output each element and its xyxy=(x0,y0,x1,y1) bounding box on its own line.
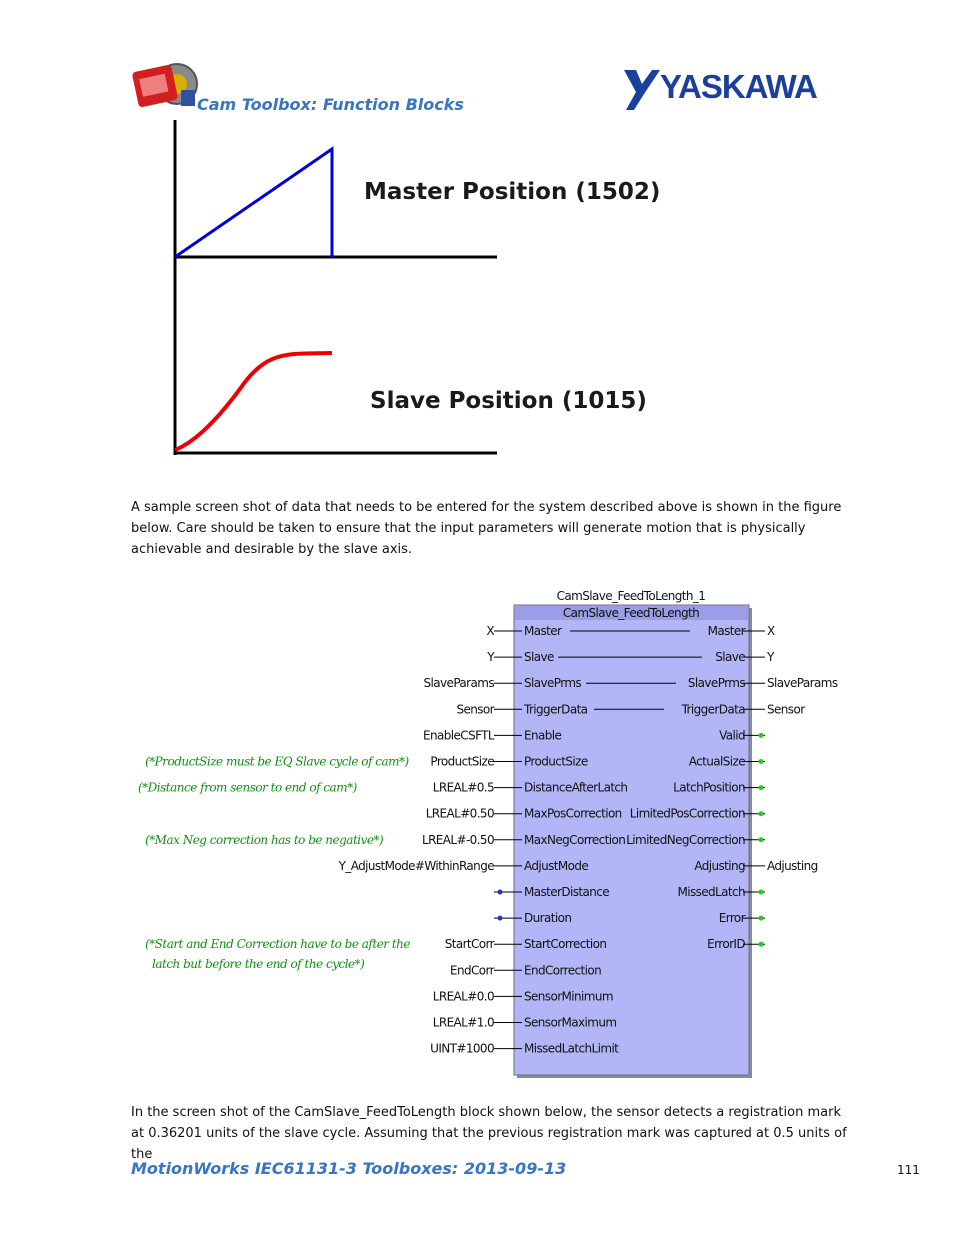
input-pin-slaveprms: SlavePrms xyxy=(524,676,582,691)
output-unconnected-dot xyxy=(759,942,764,947)
fb-comment: (*Distance from sensor to end of cam*) xyxy=(138,780,357,795)
header-title: Cam Toolbox: Function Blocks xyxy=(197,95,464,114)
input-var-distanceafterlatch: LREAL#0.5 xyxy=(432,780,494,795)
input-var-sensorminimum: LREAL#0.0 xyxy=(432,989,494,1004)
output-unconnected-dot xyxy=(759,837,764,842)
brand-name: YASKAWA xyxy=(660,68,817,105)
output-unconnected-dot xyxy=(759,733,764,738)
output-pin-limitedposcorrection: LimitedPosCorrection xyxy=(629,806,745,821)
output-var-triggerdata: Sensor xyxy=(767,702,805,717)
input-unconnected-dot xyxy=(498,916,503,921)
input-var-adjustmode: Y_AdjustMode#WithinRange xyxy=(338,858,494,873)
input-pin-maxnegcorrection: MaxNegCorrection xyxy=(524,832,626,847)
output-pin-missedlatch: MissedLatch xyxy=(677,885,745,899)
master-position-label: Master Position (1502) xyxy=(364,179,661,205)
slave-position-label: Slave Position (1015) xyxy=(370,388,647,414)
input-var-slave: Y xyxy=(487,650,494,665)
output-pin-triggerdata: TriggerData xyxy=(681,702,745,717)
input-var-maxnegcorrection: LREAL#-0.50 xyxy=(421,832,494,847)
output-var-master: X xyxy=(767,624,775,638)
input-pin-endcorrection: EndCorrection xyxy=(524,963,602,978)
fb-instance-name: CamSlave_FeedToLength_1 xyxy=(556,589,706,603)
output-pin-actualsize: ActualSize xyxy=(688,754,745,769)
output-unconnected-dot xyxy=(759,811,764,816)
output-var-adjusting: Adjusting xyxy=(767,858,818,873)
output-unconnected-dot xyxy=(759,785,764,790)
output-pin-valid: Valid xyxy=(719,728,745,743)
page-number: 111 xyxy=(897,1163,920,1177)
fb-comment: latch but before the end of the cycle*) xyxy=(152,957,365,972)
input-var-enable: EnableCSFTL xyxy=(423,728,494,743)
output-pin-errorid: ErrorID xyxy=(707,937,745,952)
input-pin-masterdistance: MasterDistance xyxy=(524,885,610,899)
input-pin-sensormaximum: SensorMaximum xyxy=(524,1015,617,1030)
input-var-triggerdata: Sensor xyxy=(456,702,494,717)
input-pin-slave: Slave xyxy=(524,650,554,665)
fb-comment: (*Start and End Correction have to be after the xyxy=(145,937,411,952)
input-pin-enable: Enable xyxy=(524,728,562,743)
input-var-master: X xyxy=(486,624,494,638)
input-var-missedlatchlimit: UINT#1000 xyxy=(430,1041,494,1056)
fb-comment: (*Max Neg correction has to be negative*) xyxy=(145,832,384,847)
output-var-slave: Y xyxy=(767,650,774,665)
input-pin-sensorminimum: SensorMinimum xyxy=(524,989,613,1004)
output-pin-limitednegcorrection: LimitedNegCorrection xyxy=(626,832,745,847)
explanation-paragraph: In the screen shot of the CamSlave_FeedToLength block shown below, the sensor detects a registration mark at 0.36201 units of the slave cycle. Assuming that the previous registration mark was captured at 0.5 units of the xyxy=(131,1105,847,1162)
fb-type-name: CamSlave_FeedToLength xyxy=(562,606,700,620)
input-pin-master: Master xyxy=(524,624,562,638)
output-pin-slaveprms: SlavePrms xyxy=(687,676,745,691)
input-var-productsize: ProductSize xyxy=(430,754,494,769)
input-pin-startcorrection: StartCorrection xyxy=(524,937,607,952)
output-unconnected-dot xyxy=(759,890,764,895)
output-pin-latchposition: LatchPosition xyxy=(673,780,745,795)
input-var-startcorrection: StartCorr xyxy=(444,937,494,952)
input-pin-maxposcorrection: MaxPosCorrection xyxy=(524,806,622,821)
output-pin-slave: Slave xyxy=(715,650,745,665)
fb-comment: (*ProductSize must be EQ Slave cycle of cam*) xyxy=(145,754,409,769)
output-pin-master: Master xyxy=(707,624,745,638)
output-unconnected-dot xyxy=(759,916,764,921)
intro-paragraph: A sample screen shot of data that needs to be entered for the system described above is shown in the figure below. Care should be taken to ensure that the input parameters will generate motion that is physically achievable and desirable by the slave axis. xyxy=(131,500,842,557)
input-pin-missedlatchlimit: MissedLatchLimit xyxy=(524,1041,619,1056)
input-pin-adjustmode: AdjustMode xyxy=(524,858,589,873)
input-var-maxposcorrection: LREAL#0.50 xyxy=(425,806,494,821)
input-pin-productsize: ProductSize xyxy=(524,754,588,769)
output-pin-adjusting: Adjusting xyxy=(694,858,745,873)
output-unconnected-dot xyxy=(759,759,764,764)
input-pin-duration: Duration xyxy=(524,911,572,926)
input-pin-distanceafterlatch: DistanceAfterLatch xyxy=(524,780,628,795)
input-pin-triggerdata: TriggerData xyxy=(524,702,588,717)
output-pin-error: Error xyxy=(718,911,745,926)
output-var-slaveprms: SlaveParams xyxy=(767,676,838,691)
input-unconnected-dot xyxy=(498,890,503,895)
input-var-sensormaximum: LREAL#1.0 xyxy=(432,1015,494,1030)
input-var-endcorrection: EndCorr xyxy=(450,963,494,978)
footer-title: MotionWorks IEC61131-3 Toolboxes: 2013-09-13 xyxy=(131,1159,567,1178)
input-var-slaveprms: SlaveParams xyxy=(423,676,494,691)
